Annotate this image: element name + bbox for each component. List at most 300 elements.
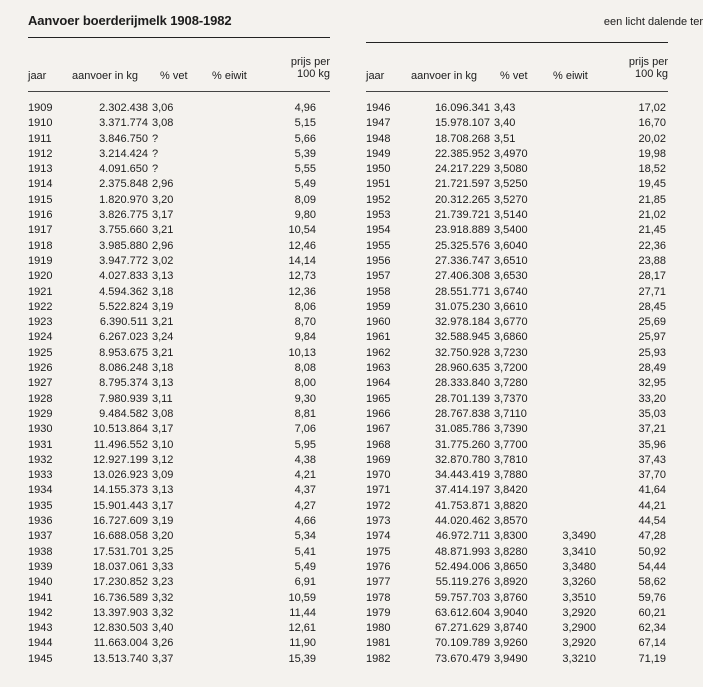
table-row	[366, 223, 666, 238]
cell-vet: 2,96	[152, 178, 174, 191]
cell-aanvoer: 3.846.750	[99, 132, 148, 145]
cell-prijs: 23,88	[638, 254, 666, 267]
cell-eiwit	[204, 545, 226, 560]
header-eiwit-left: % eiwit	[212, 70, 247, 82]
cell-eiwit	[542, 208, 596, 223]
cell-prijs: 37,43	[638, 453, 666, 466]
cell-jaar: 1944	[28, 637, 53, 650]
cell-jaar: 1912	[28, 147, 53, 160]
cell-jaar: 1947	[366, 117, 391, 130]
cell-jaar: 1928	[28, 392, 53, 405]
cell-prijs: 54,44	[638, 560, 666, 573]
header-jaar-left: jaar	[28, 70, 47, 82]
cell-jaar: 1957	[366, 270, 391, 283]
cell-jaar: 1926	[28, 362, 53, 375]
cell-vet: 3,7230	[494, 346, 528, 359]
cell-prijs: 27,71	[638, 285, 666, 298]
cell-jaar: 1918	[28, 239, 53, 252]
cell-jaar: 1915	[28, 193, 53, 206]
cell-prijs: 4,37	[294, 484, 316, 497]
cell-vet: 3,17	[152, 209, 174, 222]
cell-jaar: 1975	[366, 545, 391, 558]
cell-prijs: 8,70	[294, 316, 316, 329]
cell-aanvoer: 31.075.230	[434, 300, 490, 313]
table-row	[366, 422, 666, 437]
cell-vet: 3,6530	[494, 270, 528, 283]
table-row	[366, 529, 666, 544]
cell-prijs: 9,80	[294, 209, 316, 222]
table-row	[28, 346, 316, 361]
cell-aanvoer: 34.443.419	[434, 469, 490, 482]
table-row	[366, 116, 666, 131]
cell-aanvoer: 9.484.582	[99, 407, 148, 420]
cell-eiwit	[204, 652, 226, 667]
cell-jaar: 1950	[366, 163, 391, 176]
table-row	[28, 560, 316, 575]
cell-eiwit	[204, 346, 226, 361]
cell-prijs: 35,03	[638, 407, 666, 420]
cell-eiwit	[204, 285, 226, 300]
cell-aanvoer: 3.947.772	[99, 254, 148, 267]
cell-aanvoer: 3.371.774	[99, 117, 148, 130]
table-row	[28, 483, 316, 498]
table-row	[28, 177, 316, 192]
cell-vet: 3,6040	[494, 239, 528, 252]
cell-jaar: 1955	[366, 239, 391, 252]
cell-aanvoer: 6.390.511	[99, 316, 148, 329]
cell-vet: 3,6770	[494, 316, 528, 329]
cell-vet: 3,4970	[494, 147, 528, 160]
cell-vet: 3,6610	[494, 300, 528, 313]
cell-aanvoer: 24.217.229	[434, 163, 490, 176]
table-row	[28, 223, 316, 238]
cell-prijs: 17,02	[638, 102, 666, 114]
cell-jaar: 1940	[28, 576, 53, 589]
cell-vet: 3,7700	[494, 438, 528, 451]
cell-prijs: 25,93	[638, 346, 666, 359]
cell-eiwit	[542, 407, 596, 422]
table-row	[28, 116, 316, 131]
cell-prijs: 22,36	[638, 239, 666, 252]
table-row	[28, 208, 316, 223]
cell-eiwit	[204, 453, 226, 468]
cell-jaar: 1976	[366, 560, 391, 573]
cell-eiwit	[204, 101, 226, 116]
cell-eiwit	[204, 606, 226, 621]
cell-jaar: 1974	[366, 530, 391, 543]
table-row	[366, 545, 666, 560]
cell-jaar: 1972	[366, 499, 391, 512]
cell-aanvoer: 16.096.341	[434, 102, 490, 114]
cell-jaar: 1958	[366, 285, 391, 298]
cell-eiwit	[542, 330, 596, 345]
cell-eiwit	[204, 269, 226, 284]
cell-eiwit	[204, 422, 226, 437]
cell-jaar: 1933	[28, 469, 53, 482]
cell-prijs: 14,14	[288, 254, 316, 267]
cell-eiwit	[204, 514, 226, 529]
cell-aanvoer: 28.960.635	[434, 362, 490, 375]
cell-aanvoer: 28.333.840	[434, 377, 490, 390]
cell-jaar: 1922	[28, 300, 53, 313]
cell-aanvoer: 27.336.747	[434, 254, 490, 267]
cell-vet: 3,7280	[494, 377, 528, 390]
header-rule-left	[28, 91, 330, 92]
cell-eiwit	[542, 468, 596, 483]
table-row	[366, 468, 666, 483]
table-row	[366, 652, 666, 667]
cell-eiwit	[204, 621, 226, 636]
cell-vet: 3,6510	[494, 254, 528, 267]
cell-aanvoer: 46.972.711	[435, 530, 490, 543]
cell-jaar: 1962	[366, 346, 391, 359]
cell-prijs: 71,19	[638, 652, 666, 665]
header-rule-right	[366, 91, 668, 92]
cell-vet: 3,13	[152, 377, 174, 390]
cell-vet: 3,8760	[494, 591, 528, 604]
cell-vet: 3,8650	[494, 560, 528, 573]
table-row	[28, 407, 316, 422]
cell-aanvoer: 8.086.248	[99, 362, 148, 375]
cell-eiwit	[204, 330, 226, 345]
cell-vet: 3,8420	[494, 484, 528, 497]
cell-eiwit	[542, 438, 596, 453]
cell-vet: 3,7110	[494, 407, 527, 420]
cell-vet: 3,6740	[494, 285, 528, 298]
cell-eiwit	[542, 239, 596, 254]
table-row	[366, 285, 666, 300]
cell-jaar: 1978	[366, 591, 391, 604]
header-prijs-right-line1: prijs per	[628, 56, 668, 68]
table-title: Aanvoer boerderijmelk 1908-1982	[28, 13, 232, 28]
table-row	[366, 621, 666, 636]
table-row	[28, 591, 316, 606]
table-row	[366, 162, 666, 177]
cell-eiwit	[542, 376, 596, 391]
cell-prijs: 47,28	[638, 530, 666, 543]
header-jaar-right: jaar	[366, 70, 385, 82]
cell-prijs: 10,54	[288, 224, 316, 237]
cell-eiwit	[542, 147, 596, 162]
cell-aanvoer: 52.494.006	[434, 560, 490, 573]
cell-vet: 3,8570	[494, 515, 528, 528]
cell-aanvoer: 31.775.260	[434, 438, 490, 451]
cell-eiwit	[204, 254, 226, 269]
table-row	[366, 392, 666, 407]
cell-vet: 2,96	[152, 239, 174, 252]
cell-aanvoer: 31.085.786	[434, 423, 490, 436]
cell-vet: 3,21	[152, 316, 174, 329]
cell-prijs: 5,34	[294, 530, 316, 543]
cell-eiwit	[204, 162, 226, 177]
cell-aanvoer: 13.397.903	[92, 606, 148, 619]
cell-vet: 3,19	[152, 300, 174, 313]
cell-eiwit	[542, 162, 596, 177]
cell-eiwit: 3,3210	[562, 652, 596, 665]
table-row	[366, 193, 666, 208]
cell-eiwit	[204, 591, 226, 606]
table-row	[366, 407, 666, 422]
cell-jaar: 1965	[366, 392, 391, 405]
table-row	[28, 132, 316, 147]
cell-aanvoer: 15.901.443	[92, 499, 148, 512]
cell-prijs: 11,90	[289, 637, 316, 650]
cell-jaar: 1931	[28, 438, 53, 451]
cell-aanvoer: 22.385.952	[434, 147, 490, 160]
cell-aanvoer: 2.302.438	[99, 102, 148, 114]
cell-eiwit	[542, 101, 596, 116]
cell-eiwit	[542, 254, 596, 269]
cell-eiwit: 3,3480	[562, 560, 596, 573]
cell-prijs: 19,45	[638, 178, 666, 191]
cell-eiwit	[204, 208, 226, 223]
table-row	[28, 438, 316, 453]
cell-aanvoer: 3.755.660	[99, 224, 148, 237]
header-eiwit-right: % eiwit	[553, 70, 588, 82]
cell-jaar: 1930	[28, 423, 53, 436]
cell-jaar: 1920	[28, 270, 53, 283]
cell-aanvoer: 32.588.945	[434, 331, 490, 344]
table-row	[28, 239, 316, 254]
cell-aanvoer: 25.325.576	[434, 239, 490, 252]
cell-vet: 3,26	[152, 637, 174, 650]
cell-aanvoer: 11.663.004	[93, 637, 148, 650]
cell-eiwit	[204, 116, 226, 131]
cell-vet: 3,13	[152, 484, 174, 497]
cell-vet: 3,40	[152, 622, 174, 635]
cell-jaar: 1914	[28, 178, 53, 191]
cell-eiwit	[542, 422, 596, 437]
cell-aanvoer: 37.414.197	[434, 484, 490, 497]
cell-vet: 3,02	[152, 254, 174, 267]
cell-jaar: 1932	[28, 453, 53, 466]
cell-prijs: 35,96	[638, 438, 666, 451]
cell-eiwit	[204, 560, 226, 575]
cell-prijs: 4,96	[294, 102, 316, 114]
cell-prijs: 9,84	[294, 331, 316, 344]
table-row	[28, 330, 316, 345]
cell-prijs: 5,55	[294, 163, 316, 176]
cell-aanvoer: 23.918.889	[434, 224, 490, 237]
cell-jaar: 1923	[28, 316, 53, 329]
header-prijs-right	[600, 56, 668, 80]
header-aanvoer-right: aanvoer in kg	[411, 70, 478, 82]
cell-vet: 3,33	[152, 560, 174, 573]
cell-vet: 3,06	[152, 102, 174, 114]
table-row	[28, 162, 316, 177]
cell-aanvoer: 14.155.373	[92, 484, 148, 497]
cell-prijs: 37,70	[638, 469, 666, 482]
cell-prijs: 50,92	[638, 545, 666, 558]
cell-vet: 3,8920	[494, 576, 528, 589]
cell-eiwit	[204, 499, 226, 514]
cell-prijs: 25,69	[638, 316, 666, 329]
table-row	[366, 453, 666, 468]
table-row	[28, 652, 316, 667]
cell-eiwit	[204, 376, 226, 391]
cell-aanvoer: 18.708.268	[434, 132, 490, 145]
cell-prijs: 20,02	[638, 132, 666, 145]
table-row	[28, 361, 316, 376]
cell-jaar: 1942	[28, 606, 53, 619]
cell-eiwit	[204, 300, 226, 315]
cell-vet: 3,9040	[494, 606, 528, 619]
cell-prijs: 19,98	[638, 147, 666, 160]
table-row	[366, 101, 666, 116]
cell-aanvoer: 18.037.061	[92, 560, 148, 573]
table-row	[28, 193, 316, 208]
cell-vet: 3,18	[152, 285, 174, 298]
header-vet-left: % vet	[160, 70, 188, 82]
cell-vet: 3,5080	[494, 163, 528, 176]
cell-vet: 3,5270	[494, 193, 528, 206]
cell-prijs: 8,00	[294, 377, 316, 390]
cell-prijs: 33,20	[638, 392, 666, 405]
cell-prijs: 12,61	[288, 622, 316, 635]
cell-eiwit	[542, 269, 596, 284]
cell-vet: ?	[152, 132, 159, 145]
cell-jaar: 1973	[366, 515, 391, 528]
cell-vet: 3,5250	[494, 178, 528, 191]
cell-prijs: 28,45	[638, 300, 666, 313]
cell-prijs: 60,21	[638, 606, 666, 619]
cell-aanvoer: 70.109.789	[434, 637, 490, 650]
cell-jaar: 1937	[28, 530, 53, 543]
cell-jaar: 1919	[28, 254, 53, 267]
cell-aanvoer: 32.978.184	[434, 316, 490, 329]
cell-eiwit	[542, 392, 596, 407]
cell-jaar: 1956	[366, 254, 391, 267]
cell-vet: 3,9490	[494, 652, 528, 665]
table-row	[28, 315, 316, 330]
cell-jaar: 1970	[366, 469, 391, 482]
cell-vet: 3,8740	[494, 622, 528, 635]
cell-aanvoer: 11.496.552	[93, 438, 148, 451]
cell-prijs: 12,73	[288, 270, 316, 283]
table-row	[28, 621, 316, 636]
cell-aanvoer: 3.214.424	[99, 147, 148, 160]
top-rule-right	[366, 42, 668, 43]
cell-jaar: 1939	[28, 560, 53, 573]
table-row	[28, 147, 316, 162]
cell-aanvoer: 16.736.589	[92, 591, 148, 604]
cell-eiwit	[204, 529, 226, 544]
cell-jaar: 1961	[366, 331, 391, 344]
cell-aanvoer: 27.406.308	[434, 270, 490, 283]
cell-prijs: 5,41	[294, 545, 316, 558]
cell-prijs: 37,21	[638, 423, 666, 436]
cell-aanvoer: 67.271.629	[434, 622, 490, 635]
cell-jaar: 1948	[366, 132, 391, 145]
table-row	[28, 575, 316, 590]
cell-aanvoer: 21.721.597	[434, 178, 490, 191]
cell-prijs: 11,44	[289, 606, 316, 619]
cell-prijs: 5,66	[294, 132, 316, 145]
table-row	[28, 269, 316, 284]
cell-aanvoer: 63.612.604	[434, 606, 490, 619]
cell-eiwit	[204, 468, 226, 483]
cell-eiwit	[204, 132, 226, 147]
cell-eiwit: 3,3510	[562, 591, 596, 604]
cell-jaar: 1909	[28, 102, 53, 114]
cell-jaar: 1969	[366, 453, 391, 466]
cell-vet: 3,23	[152, 576, 174, 589]
cell-vet: 3,5400	[494, 224, 528, 237]
cell-vet: 3,32	[152, 591, 174, 604]
cell-prijs: 6,91	[294, 576, 316, 589]
cell-eiwit	[542, 116, 596, 131]
cell-prijs: 25,97	[638, 331, 666, 344]
cell-aanvoer: 12.830.503	[92, 622, 148, 635]
table-row	[366, 315, 666, 330]
cell-prijs: 4,38	[294, 453, 316, 466]
cell-jaar: 1910	[28, 117, 53, 130]
cell-prijs: 8,09	[294, 193, 316, 206]
side-note: een licht dalende ter	[603, 16, 703, 28]
cell-vet: 3,21	[152, 224, 174, 237]
table-row	[366, 147, 666, 162]
cell-prijs: 32,95	[638, 377, 666, 390]
cell-prijs: 44,21	[638, 499, 666, 512]
cell-eiwit	[204, 407, 226, 422]
cell-jaar: 1924	[28, 331, 53, 344]
cell-jaar: 1913	[28, 163, 53, 176]
cell-vet: 3,7810	[494, 453, 528, 466]
table-row	[28, 468, 316, 483]
cell-eiwit	[204, 239, 226, 254]
cell-aanvoer: 8.795.374	[99, 377, 148, 390]
cell-vet: 3,08	[152, 407, 174, 420]
cell-jaar: 1929	[28, 407, 53, 420]
table-row	[366, 177, 666, 192]
cell-jaar: 1936	[28, 515, 53, 528]
cell-vet: 3,13	[152, 270, 174, 283]
table-row	[366, 254, 666, 269]
table-row	[366, 636, 666, 651]
cell-aanvoer: 59.757.703	[434, 591, 490, 604]
cell-prijs: 8,81	[294, 407, 316, 420]
cell-jaar: 1941	[28, 591, 53, 604]
cell-eiwit	[542, 132, 596, 147]
cell-vet: 3,5140	[494, 209, 528, 222]
cell-eiwit	[204, 392, 226, 407]
cell-prijs: 21,02	[638, 209, 666, 222]
cell-vet: 3,20	[152, 193, 174, 206]
table-row	[366, 346, 666, 361]
cell-vet: 3,08	[152, 117, 174, 130]
cell-vet: 3,12	[152, 453, 174, 466]
cell-eiwit: 3,3260	[562, 576, 596, 589]
cell-eiwit	[542, 453, 596, 468]
table-row	[28, 392, 316, 407]
table-row	[28, 499, 316, 514]
cell-jaar: 1945	[28, 652, 53, 665]
cell-prijs: 5,95	[294, 438, 316, 451]
cell-vet: 3,17	[152, 499, 174, 512]
table-row	[28, 254, 316, 269]
table-row	[366, 269, 666, 284]
cell-aanvoer: 17.230.852	[92, 576, 148, 589]
cell-jaar: 1925	[28, 346, 53, 359]
cell-aanvoer: 13.026.923	[92, 469, 148, 482]
cell-aanvoer: 1.820.970	[99, 193, 148, 206]
cell-prijs: 44,54	[638, 515, 666, 528]
cell-prijs: 12,36	[288, 285, 316, 298]
cell-eiwit: 3,2920	[562, 637, 596, 650]
cell-vet: 3,32	[152, 606, 174, 619]
cell-aanvoer: 48.871.993	[434, 545, 490, 558]
cell-jaar: 1921	[28, 285, 53, 298]
